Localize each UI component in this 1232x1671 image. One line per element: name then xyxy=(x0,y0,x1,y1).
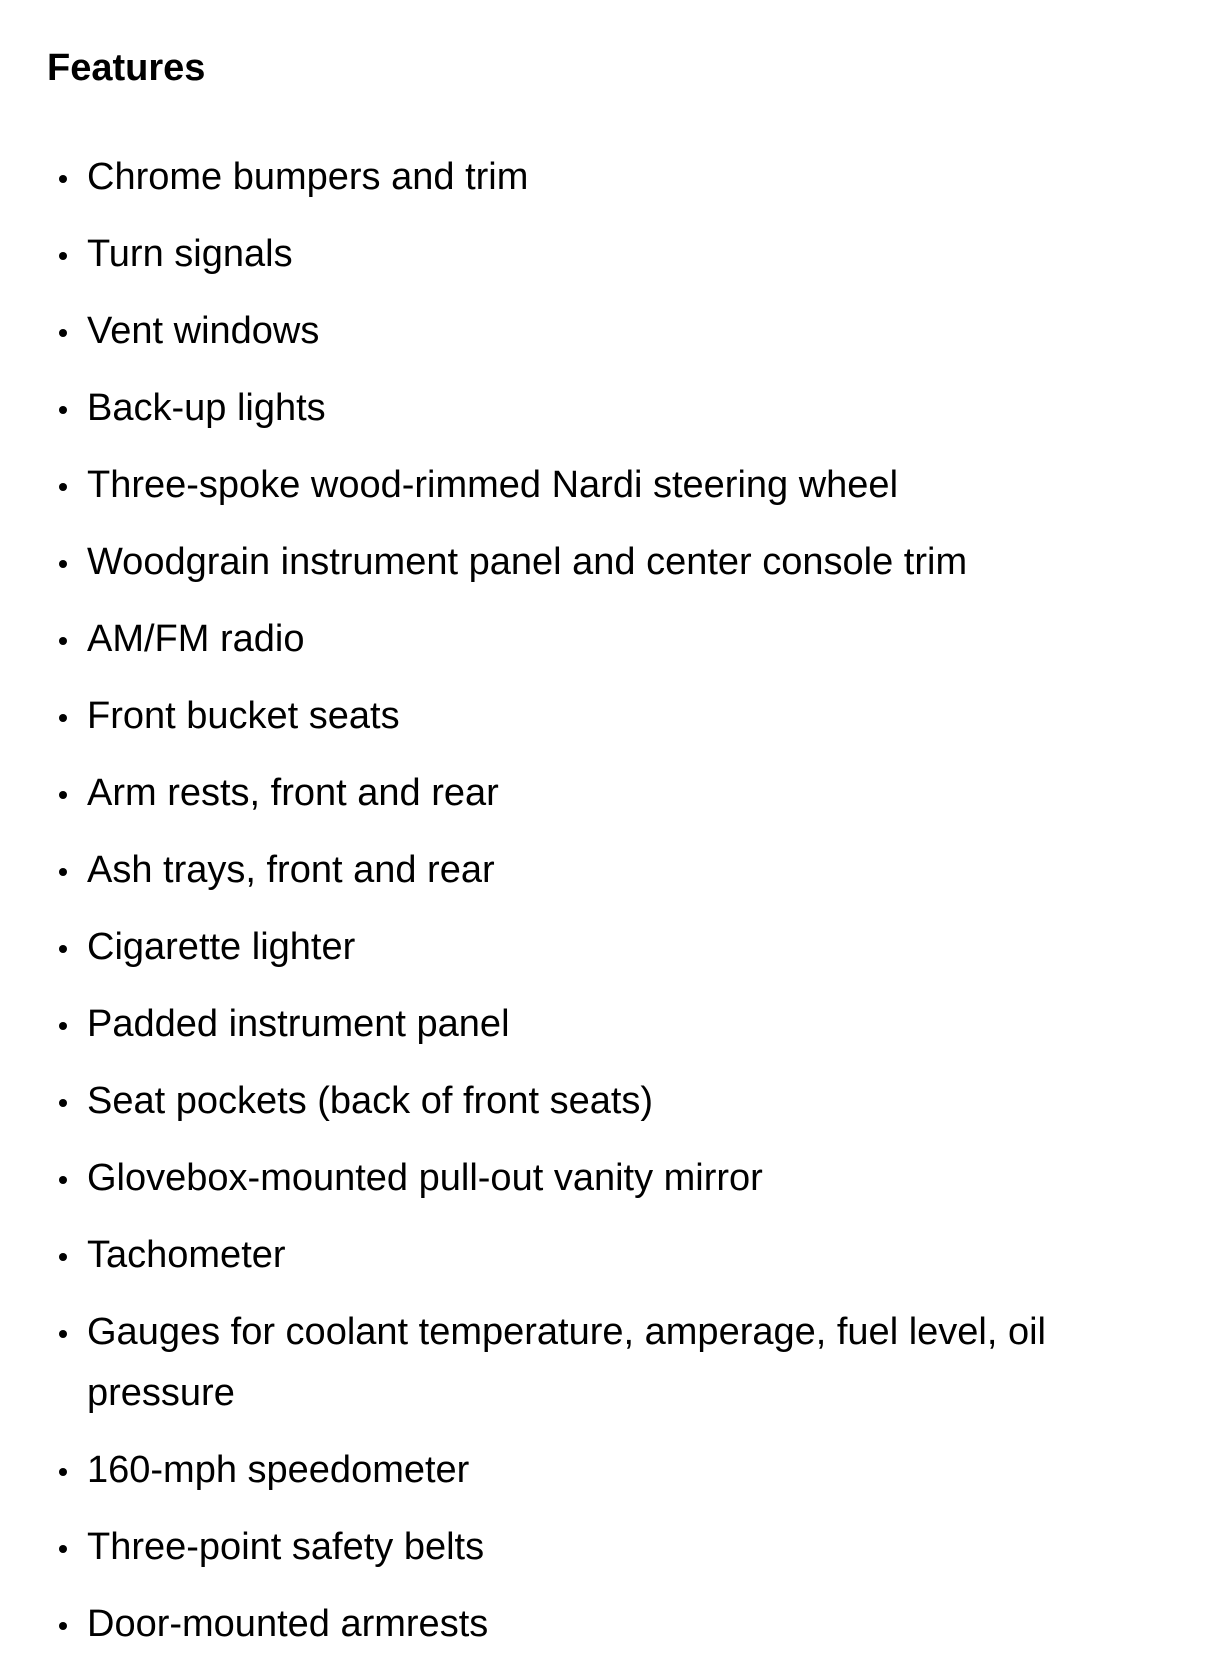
list-item-text: Tachometer xyxy=(87,1234,286,1276)
bullet-icon xyxy=(59,1330,67,1338)
list-item xyxy=(0,1225,1232,1286)
list-item-text: Front bucket seats xyxy=(87,695,400,737)
bullet-icon xyxy=(59,868,67,876)
bullet-icon xyxy=(59,252,67,260)
list-item xyxy=(0,301,1232,362)
list-item-text: Vent windows xyxy=(87,310,320,352)
list-item-text: Three-spoke wood-rimmed Nardi steering wheel xyxy=(87,464,899,506)
list-item xyxy=(0,1148,1232,1209)
list-item-text: Three-point safety belts xyxy=(87,1526,485,1568)
bullet-icon xyxy=(59,637,67,645)
list-item xyxy=(0,455,1232,516)
list-item-text: Door-mounted armrests xyxy=(87,1603,489,1645)
bullet-icon xyxy=(59,1253,67,1261)
bullet-icon xyxy=(59,1545,67,1553)
list-item-text: Turn signals xyxy=(87,233,293,275)
bullet-icon xyxy=(59,483,67,491)
list-item xyxy=(0,917,1232,978)
list-item-text: Arm rests, front and rear xyxy=(87,772,499,814)
list-item xyxy=(0,994,1232,1055)
bullet-icon xyxy=(59,560,67,568)
list-item-text: Ash trays, front and rear xyxy=(87,849,495,891)
bullet-icon xyxy=(59,1468,67,1476)
bullet-icon xyxy=(59,1176,67,1184)
bullet-icon xyxy=(59,1622,67,1630)
list-item xyxy=(0,1517,1232,1578)
list-item xyxy=(0,224,1232,285)
list-item xyxy=(0,609,1232,670)
bullet-icon xyxy=(59,945,67,953)
bullet-icon xyxy=(59,714,67,722)
bullet-icon xyxy=(59,1099,67,1107)
list-item xyxy=(0,532,1232,593)
list-item-text: Back-up lights xyxy=(87,387,326,429)
list-item-text: Woodgrain instrument panel and center console trim xyxy=(87,541,968,583)
bullet-icon xyxy=(59,175,67,183)
list-item xyxy=(0,686,1232,747)
section-heading: Features xyxy=(47,47,206,89)
list-item xyxy=(0,1594,1232,1655)
list-item-text: Glovebox-mounted pull-out vanity mirror xyxy=(87,1157,763,1199)
bullet-icon xyxy=(59,1022,67,1030)
list-item xyxy=(0,1071,1232,1132)
list-item xyxy=(0,147,1232,208)
list-item-text: Chrome bumpers and trim xyxy=(87,156,529,198)
list-item-text: AM/FM radio xyxy=(87,618,305,660)
list-item-text: Seat pockets (back of front seats) xyxy=(87,1080,654,1122)
list-item xyxy=(0,1440,1232,1501)
list-item-text: Gauges for coolant temperature, amperage, fuel level, oil pressure xyxy=(87,1311,1046,1414)
list-item xyxy=(0,378,1232,439)
bullet-icon xyxy=(59,791,67,799)
list-item-text: Padded instrument panel xyxy=(87,1003,510,1045)
list-item-text: 160-mph speedometer xyxy=(87,1449,470,1491)
list-item-text: Cigarette lighter xyxy=(87,926,356,968)
list-item xyxy=(0,763,1232,824)
bullet-icon xyxy=(59,329,67,337)
list-item xyxy=(0,1302,1232,1424)
list-item xyxy=(0,840,1232,901)
features-list xyxy=(0,147,1232,1671)
bullet-icon xyxy=(59,406,67,414)
